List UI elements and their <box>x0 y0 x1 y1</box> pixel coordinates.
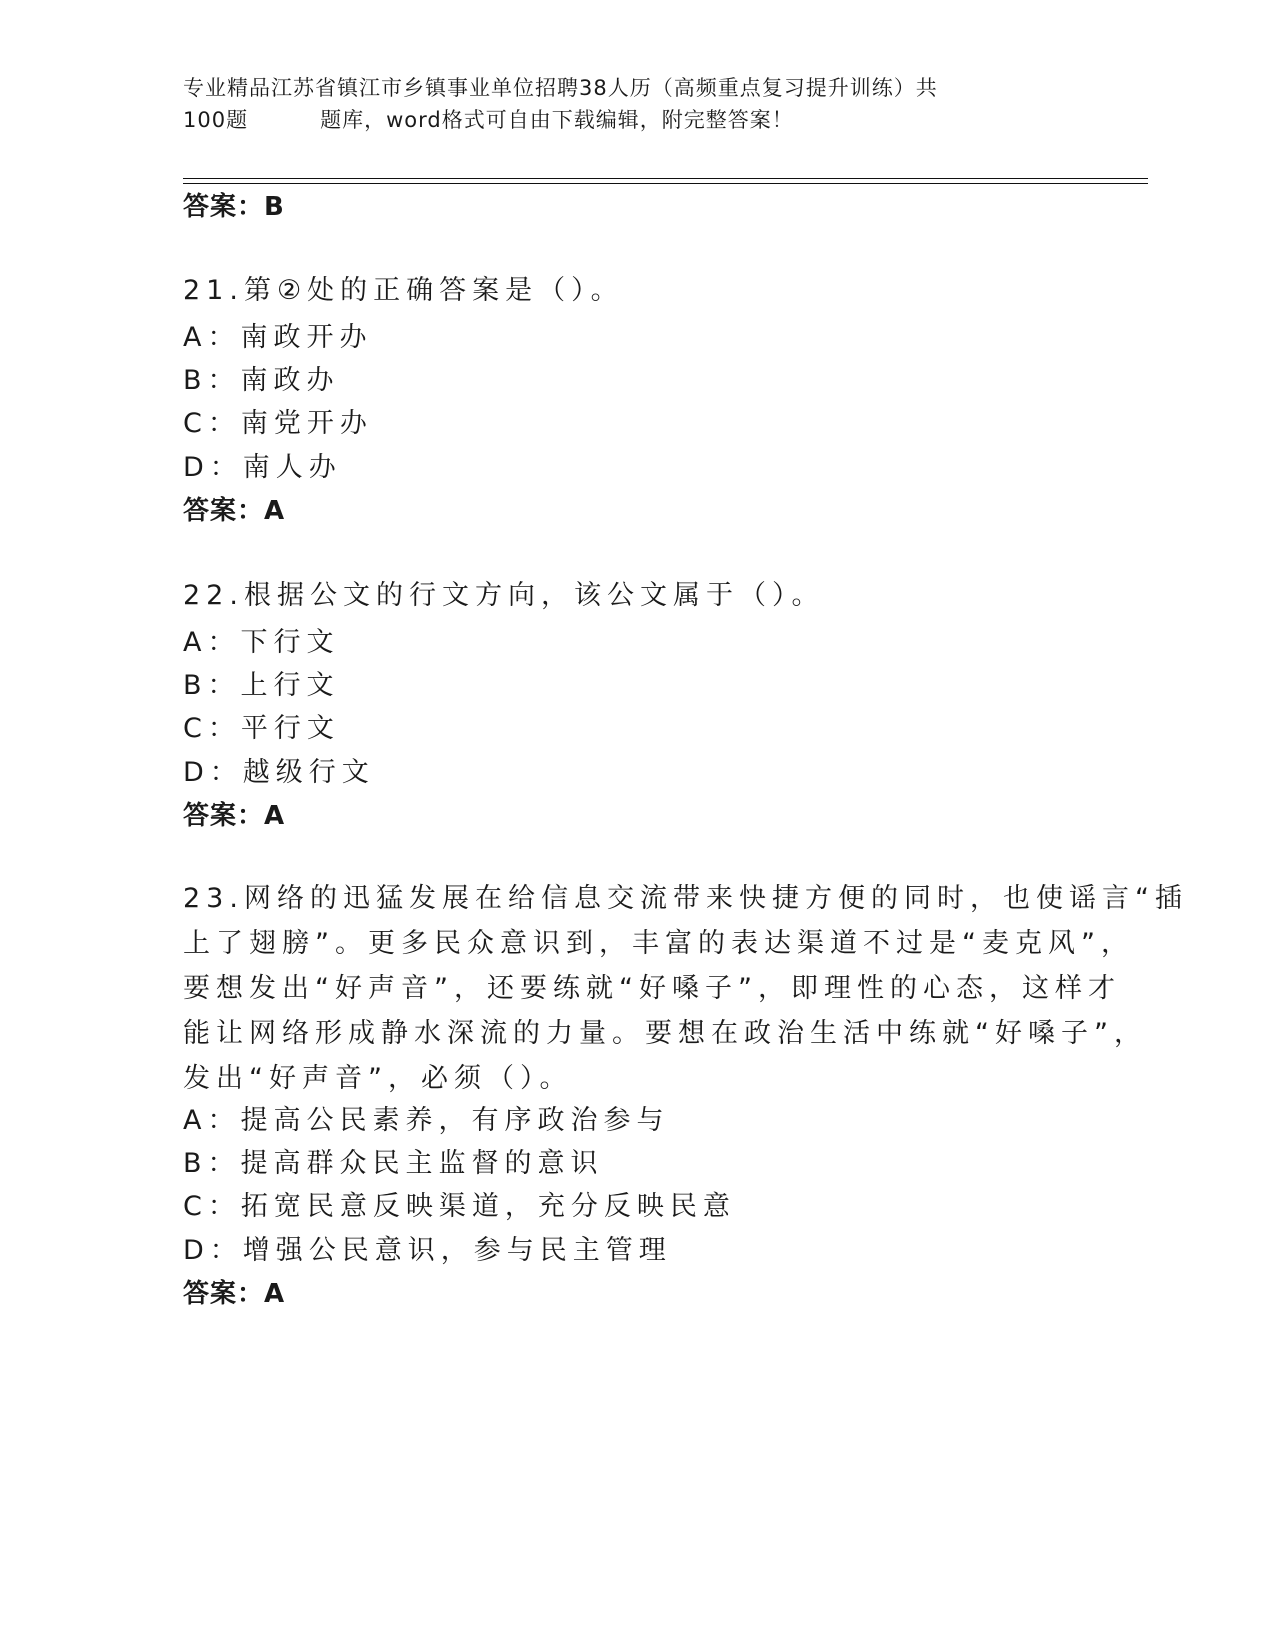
question-21-option-d: D：南人办 <box>183 452 342 483</box>
question-line: 22.根据公文的行文方向，该公文属于（）。 <box>183 580 825 611</box>
question-line: 能让网络形成静水深流的力量。要想在政治生活中练就“好嗓子”， <box>183 1018 1147 1049</box>
question-22-option-a: A：下行文 <box>183 627 340 658</box>
question-22-text <box>183 573 1083 618</box>
question-line: 上了翅膀”。更多民众意识到，丰富的表达渠道不过是“麦克风”， <box>183 928 1134 959</box>
question-22-option-b: B：上行文 <box>183 670 340 701</box>
header-description: 题库，word格式可自由下载编辑，附完整答案！ <box>320 108 794 132</box>
question-23-answer: 答案：A <box>183 1279 286 1309</box>
question-23-option-d: D：增强公民意识，参与民主管理 <box>183 1235 672 1266</box>
question-22-option-d: D：越级行文 <box>183 757 375 788</box>
question-21-option-c: C：南党开办 <box>183 408 373 439</box>
header-line-2 <box>183 104 1083 136</box>
header-divider-top <box>183 178 1148 179</box>
question-22-option-c: C：平行文 <box>183 713 340 744</box>
previous-answer: 答案：B <box>183 192 285 222</box>
page-header <box>183 72 1083 136</box>
header-line-1: 专业精品江苏省镇江市乡镇事业单位招聘38人历（高频重点复习提升训练）共 <box>183 76 938 100</box>
question-23-option-a: A：提高公民素养，有序政治参与 <box>183 1105 670 1136</box>
question-21-option-b: B：南政办 <box>183 365 340 396</box>
question-23-option-c: C：拓宽民意反映渠道，充分反映民意 <box>183 1191 736 1222</box>
question-21-option-a: A：南政开办 <box>183 322 373 353</box>
header-count: 100题 <box>183 108 249 132</box>
header-divider-bottom <box>183 183 1148 184</box>
question-23-option-b: B：提高群众民主监督的意识 <box>183 1148 604 1179</box>
question-22-answer: 答案：A <box>183 801 286 831</box>
question-23-text <box>183 876 1188 1101</box>
question-line: 发出“好声音”，必须（）。 <box>183 1063 573 1094</box>
question-line: 23.网络的迅猛发展在给信息交流带来快捷方便的同时，也使谣言“插 <box>183 883 1188 914</box>
question-line: 要想发出“好声音”，还要练就“好嗓子”，即理性的心态，这样才 <box>183 973 1121 1004</box>
question-21-text <box>183 268 1083 313</box>
question-line: 21.第②处的正确答案是（）。 <box>183 275 624 306</box>
question-21-answer: 答案：A <box>183 496 286 526</box>
